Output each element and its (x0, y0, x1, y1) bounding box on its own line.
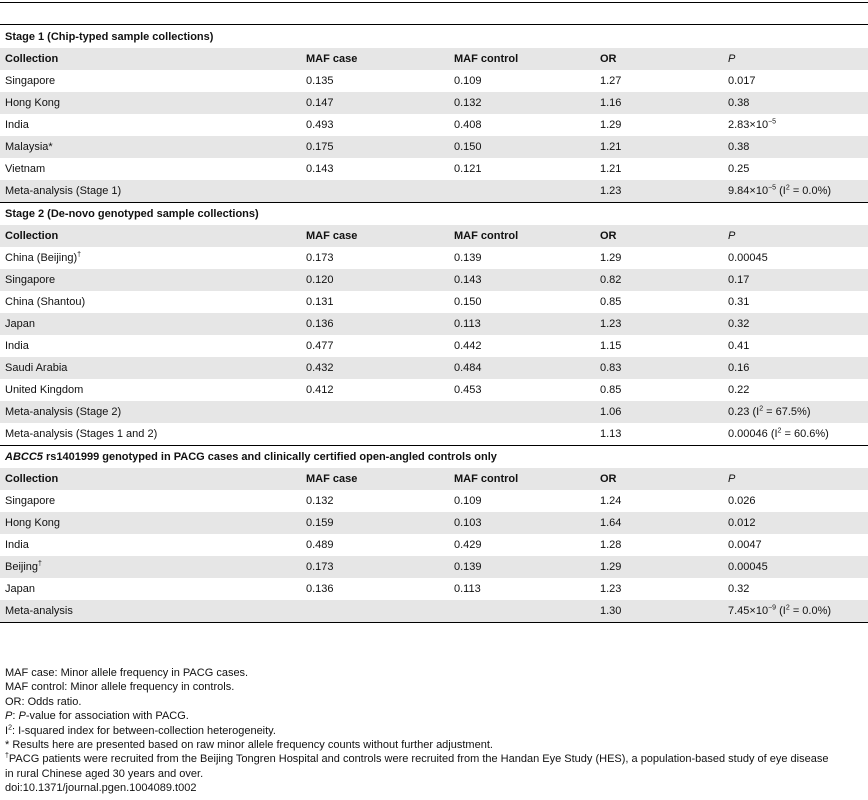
footnote-asterisk: * Results here are presented based on raw minor allele frequency counts without further adjustment. (5, 739, 493, 752)
cell-maf-control: 0.103 (449, 512, 595, 534)
table-row (0, 379, 868, 401)
dagger-mark: † (38, 560, 42, 568)
cell-or: 0.85 (600, 296, 622, 308)
cell-maf-case: 0.135 (306, 75, 334, 87)
cell-maf-control: 0.109 (454, 495, 482, 507)
cell-collection: Hong Kong (0, 512, 301, 534)
stage-heading-row (0, 203, 868, 226)
col-or: OR (595, 468, 723, 490)
cell-collection: Malaysia* (0, 136, 301, 158)
cell-or: 1.29 (600, 252, 622, 264)
cell-maf-control: 0.442 (454, 340, 482, 352)
stage-heading-row (0, 446, 868, 469)
col-maf-control: MAF control (449, 468, 595, 490)
cell-maf-case: 0.120 (301, 269, 449, 291)
cell-maf-case: 0.477 (306, 340, 334, 352)
stage2-title: Stage 2 (De-novo genotyped sample collections) (5, 208, 259, 220)
p-times: ×10 (749, 119, 769, 131)
cell-p (723, 136, 868, 158)
table-row (0, 335, 868, 357)
cell-maf-case (301, 180, 449, 203)
cell-collection: United Kingdom (5, 384, 84, 396)
p-value: 0.25 (728, 163, 750, 175)
cell-or: 1.21 (595, 136, 723, 158)
table-row (0, 92, 868, 114)
cell-p (723, 335, 868, 357)
i2-value: = 0.0%) (789, 185, 832, 197)
stage-heading (0, 203, 868, 226)
cell-maf-control: 0.121 (454, 163, 482, 175)
cell-maf-control: 0.113 (454, 583, 481, 595)
cell-p (723, 269, 868, 291)
table-row (0, 70, 868, 92)
table-row (0, 534, 868, 556)
cell-collection: Japan (5, 583, 35, 595)
cell-maf-case: 0.173 (306, 252, 334, 264)
i2-sup: 2 (777, 427, 782, 435)
p-value: 0.0047 (728, 539, 762, 551)
p-mantissa: 7.45 (728, 605, 750, 617)
cell-or: 1.23 (595, 180, 723, 203)
stage3-title: rs1401999 genotyped in PACG cases and clinically certified open-angled controls only (42, 451, 497, 463)
p-value: 0.38 (728, 141, 750, 153)
cell-collection: China (Shantou) (5, 296, 86, 308)
p-mantissa: 2.83 (728, 119, 750, 131)
p-value: 0.38 (728, 97, 750, 109)
cell-p (723, 578, 868, 600)
col-or: OR (595, 225, 723, 247)
footnote-p: P: P-value for association with PACG. (5, 710, 189, 723)
p-mantissa: 9.84 (728, 185, 750, 197)
p-times: ×10 (749, 185, 769, 197)
table-row (0, 114, 868, 136)
cell-p (723, 534, 868, 556)
i2-value: = 0.0%) (789, 605, 832, 617)
cell-collection: India (5, 539, 29, 551)
cell-maf-case: 0.143 (306, 163, 334, 175)
cell-collection: India (5, 340, 29, 352)
cell-or: 1.29 (595, 556, 723, 578)
cell-maf-control: 0.132 (449, 92, 595, 114)
cell-maf-control (449, 600, 595, 623)
cell-or: 1.64 (595, 512, 723, 534)
doi: doi:10.1371/journal.pgen.1004089.t002 (5, 782, 197, 795)
cell-p (723, 556, 868, 578)
p-exponent: −5 (768, 118, 777, 126)
table-top-rule (0, 2, 868, 3)
cell-collection: Japan (0, 313, 301, 335)
cell-or: 1.27 (600, 75, 622, 87)
i2-open: (I (749, 406, 760, 418)
cell-maf-case: 0.493 (306, 119, 334, 131)
col-maf-control: MAF control (449, 225, 595, 247)
table-row (0, 357, 868, 379)
col-collection: Collection (0, 48, 301, 70)
p-value: 0.32 (728, 583, 750, 595)
p-value: 0.31 (728, 296, 750, 308)
cell-maf-control (449, 423, 595, 446)
p-value: 0.41 (728, 340, 750, 352)
col-maf-case: MAF case (301, 48, 449, 70)
cell-p (723, 379, 868, 401)
dagger-mark: † (77, 251, 82, 259)
table-row (0, 512, 868, 534)
table-row (0, 313, 868, 335)
cell-p (723, 291, 868, 313)
i2-open: (I (767, 428, 778, 440)
cell-maf-control: 0.453 (454, 384, 482, 396)
cell-p (723, 423, 868, 446)
p-value: 0.22 (728, 384, 750, 396)
cell-maf-case: 0.175 (301, 136, 449, 158)
table-header-rule (0, 24, 868, 25)
cell-collection: Meta-analysis (Stage 1) (0, 180, 301, 203)
cell-p (723, 401, 868, 423)
cell-or: 0.83 (595, 357, 723, 379)
stage1-title: Stage 1 (Chip-typed sample collections) (5, 31, 214, 43)
footnote-i2: $I^2$: I-squared index for between-collection heterogeneity. (5, 723, 276, 737)
cell-collection: Saudi Arabia (0, 357, 301, 379)
p-value: 0.00046 (728, 428, 768, 440)
cell-p (723, 247, 868, 269)
table-row (0, 490, 868, 512)
cell-p (723, 357, 868, 379)
cell-or: 1.24 (600, 495, 622, 507)
table-row (0, 556, 868, 578)
meta-row (0, 600, 868, 623)
cell-maf-case: 0.432 (301, 357, 449, 379)
cell-collection: Beijing† (0, 556, 301, 578)
cell-or: 1.28 (600, 539, 622, 551)
i2-value: = 60.6%) (781, 428, 829, 440)
col-p: P (723, 225, 868, 247)
cell-maf-control: 0.139 (449, 556, 595, 578)
cell-p (723, 512, 868, 534)
cell-maf-control: 0.150 (449, 136, 595, 158)
p-value: 0.017 (728, 75, 756, 87)
cell-p (723, 600, 868, 623)
table-row (0, 291, 868, 313)
p-value: 0.32 (728, 318, 750, 330)
footnote-maf-control: MAF control: Minor allele frequency in controls. (5, 681, 235, 694)
column-header-row (0, 48, 868, 70)
cell-collection: Singapore (0, 269, 301, 291)
p-exponent: −5 (768, 184, 777, 192)
cell-maf-case (301, 423, 449, 446)
results-table-body (0, 26, 868, 623)
table-row (0, 158, 868, 180)
p-value: 0.026 (728, 495, 756, 507)
cell-or: 1.13 (595, 423, 723, 446)
footnote-dagger-cont: in rural Chinese aged 30 years and over. (5, 767, 204, 780)
cell-maf-control: 0.408 (454, 119, 482, 131)
cell-maf-control: 0.429 (454, 539, 482, 551)
cell-collection: India (5, 119, 29, 131)
p-times: ×10 (749, 605, 769, 617)
meta-row (0, 401, 868, 423)
p-value: 0.17 (728, 274, 750, 286)
stage-heading (0, 446, 868, 469)
meta-row (0, 423, 868, 446)
footnote-dagger: †PACG patients were recruited from the Beijing Tongren Hospital and controls were recruited from the Handan Eye Study (HES), a population-based study of eye disease (5, 752, 829, 766)
cell-maf-case (301, 401, 449, 423)
col-collection: Collection (0, 468, 301, 490)
cell-maf-case: 0.489 (306, 539, 334, 551)
cell-p (723, 114, 868, 136)
i2-open: (I (776, 605, 786, 617)
stage3-gene: ABCC5 (5, 451, 43, 463)
cell-p (723, 180, 868, 203)
cell-or: 1.30 (595, 600, 723, 623)
col-maf-control: MAF control (449, 48, 595, 70)
cell-maf-case (301, 600, 449, 623)
cell-or: 1.21 (600, 163, 622, 175)
cell-maf-case: 0.131 (306, 296, 334, 308)
results-table (0, 26, 868, 623)
cell-maf-control (449, 180, 595, 203)
cell-maf-control: 0.113 (449, 313, 595, 335)
cell-or: 0.82 (595, 269, 723, 291)
table-row (0, 247, 868, 269)
i2-sup: 2 (759, 405, 764, 413)
cell-or: 1.06 (595, 401, 723, 423)
meta-row (0, 180, 868, 203)
cell-collection: Hong Kong (0, 92, 301, 114)
cell-collection: China (Beijing)† (5, 251, 82, 264)
cell-p (723, 70, 868, 92)
cell-p (723, 313, 868, 335)
footnote-or: OR: Odds ratio. (5, 695, 82, 708)
column-header-row (0, 468, 868, 490)
cell-collection: Meta-analysis (Stage 2) (0, 401, 301, 423)
cell-maf-control: 0.484 (449, 357, 595, 379)
p-value: 0.00045 (728, 252, 768, 264)
cell-maf-control (449, 401, 595, 423)
i2-sup: 2 (785, 184, 790, 192)
cell-p (723, 490, 868, 512)
cell-or: 0.85 (600, 384, 622, 396)
stage-heading-row (0, 26, 868, 48)
cell-p (723, 92, 868, 114)
col-p: P (723, 468, 868, 490)
cell-maf-case: 0.136 (301, 313, 449, 335)
cell-maf-case: 0.159 (301, 512, 449, 534)
cell-collection: Singapore (5, 495, 56, 507)
cell-or: 1.16 (595, 92, 723, 114)
cell-p (723, 158, 868, 180)
col-or: OR (595, 48, 723, 70)
p-value: 0.16 (728, 362, 750, 374)
cell-maf-case: 0.136 (306, 583, 334, 595)
stage-heading (0, 26, 868, 48)
cell-maf-control: 0.109 (454, 75, 482, 87)
cell-maf-control: 0.139 (454, 252, 482, 264)
col-maf-case: MAF case (301, 468, 449, 490)
cell-maf-control: 0.150 (454, 296, 482, 308)
cell-collection: Meta-analysis (0, 600, 301, 623)
table-row (0, 269, 868, 291)
col-collection: Collection (0, 225, 301, 247)
p-value: 0.00045 (728, 561, 768, 573)
cell-maf-case: 0.173 (301, 556, 449, 578)
p-exponent: −9 (768, 604, 777, 612)
i2-sup: 2 (785, 604, 790, 612)
cell-maf-case: 0.132 (306, 495, 334, 507)
column-header-row (0, 225, 868, 247)
col-maf-case: MAF case (301, 225, 449, 247)
cell-collection: Singapore (5, 75, 56, 87)
table-row (0, 136, 868, 158)
p-value: 0.23 (728, 406, 750, 418)
cell-or: 1.23 (600, 583, 622, 595)
cell-or: 1.29 (600, 119, 622, 131)
p-value: 0.012 (728, 517, 756, 529)
table-footnotes (5, 666, 867, 796)
table-row (0, 578, 868, 600)
i2-open: (I (776, 185, 786, 197)
cell-or: 1.23 (595, 313, 723, 335)
cell-collection: Vietnam (5, 163, 46, 175)
cell-maf-case: 0.412 (306, 384, 334, 396)
col-p: P (723, 48, 868, 70)
cell-maf-control: 0.143 (449, 269, 595, 291)
i2-value: = 67.5%) (763, 406, 811, 418)
cell-maf-case: 0.147 (301, 92, 449, 114)
cell-or: 1.15 (600, 340, 622, 352)
cell-collection: Meta-analysis (Stages 1 and 2) (0, 423, 301, 446)
footnote-maf-case: MAF case: Minor allele frequency in PACG cases. (5, 667, 249, 679)
